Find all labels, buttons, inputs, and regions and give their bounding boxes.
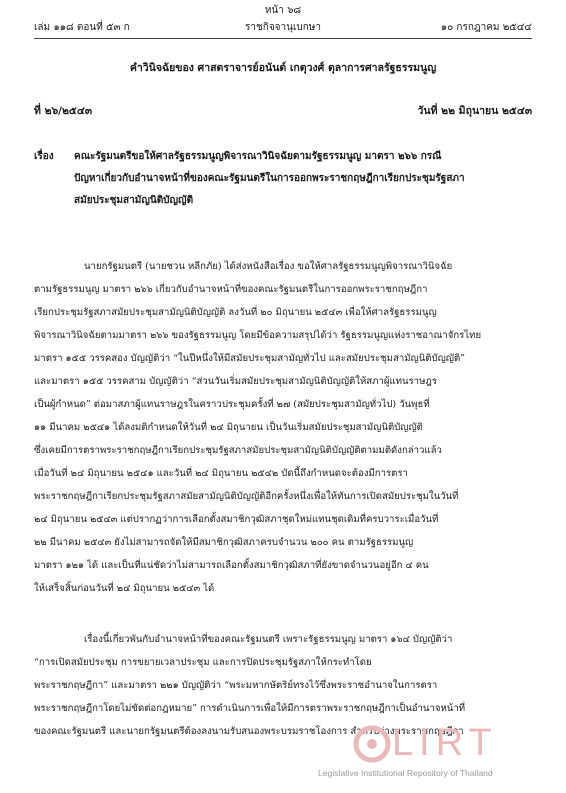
gazette-date: ๑๐ กรกฎาคม ๒๕๔๔ <box>440 22 532 33</box>
paragraph-line: เรียกประชุมรัฐสภาสมัยประชุมสามัญนิติบัญญัติ ลงวันที่ ๒๐ มิถุนายน ๒๕๔๓ เพื่อให้ศาลรัฐธรรมนูญ <box>34 307 437 318</box>
volume-issue: เล่ม ๑๑๘ ตอนที่ ๕๓ ก <box>34 22 130 33</box>
paragraph-line: และมาตรา ๑๕๕ วรรคสาม บัญญัติว่า “ส่วนวันเริ่มสมัยประชุมสามัญนิติบัญญัติให้สภาผู้แทนราษฎร <box>34 376 437 387</box>
paragraph-line: นายกรัฐมนตรี (นายชวน หลีกภัย) ได้ส่งหนังสือเรื่อง ขอให้ศาลรัฐธรรมนูญพิจารณาวินิจฉัย <box>84 261 453 272</box>
subject-label: เรื่อง <box>34 151 54 162</box>
paragraph-line: ตามรัฐธรรมนูญ มาตรา ๒๖๖ เกี่ยวกับอำนาจหน้าที่ของคณะรัฐมนตรีในการออกพระราชกฤษฎีกา <box>34 284 428 295</box>
paragraph-line: พระราชกฤษฎีกา” และมาตรา ๒๒๑ บัญญัติว่า “พระมหากษัตริย์ทรงไว้ซึ่งพระราชอำนาจในการตรา <box>34 680 438 691</box>
case-number: ที่ ๒๖/๒๕๔๓ <box>34 105 92 117</box>
paragraph-line: เรื่องนี้เกี่ยวพันกับอำนาจหน้าที่ของคณะรัฐมนตรี เพราะรัฐธรรมนูญ มาตรา ๑๖๔ บัญญัติว่า <box>84 634 453 645</box>
lirt-seal-icon <box>352 722 392 766</box>
subject-block <box>34 146 532 212</box>
paragraph-line: ๑๑ มีนาคม ๒๕๔๑ ได้ลงมติกำหนดให้วันที่ ๒๔ มิถุนายน เป็นวันเริ่มสมัยประชุมสามัญนิติบัญญัติ <box>34 422 423 433</box>
subject-line: ปัญหาเกี่ยวกับอำนาจหน้าที่ของคณะรัฐมนตรีในการออกพระราชกฤษฎีกาเรียกประชุมรัฐสภา <box>74 173 465 184</box>
paragraph-line: พระราชกฤษฎีกาโดยไม่ขัดต่อกฎหมาย” การดำเนินการเพื่อให้มีการตราพระราชกฤษฎีกาเป็นอำนาจหน้าที่ <box>34 703 466 714</box>
body-paragraph-1 <box>34 255 532 600</box>
paragraph-line: “การเปิดสมัยประชุม การขยายเวลาประชุม และการปิดประชุมรัฐสภาให้กระทำโดย <box>34 657 372 668</box>
paragraph-line: พระราชกฤษฎีกาเรียกประชุมรัฐสภาสมัยสามัญนิติบัญญัติอีกครั้งหนึ่งเพื่อให้ทันการเปิดสมัยประชุมในวันที่ <box>34 491 459 502</box>
watermark-subtitle: Legislative Institutional Repository of Thailand <box>318 768 493 778</box>
subject-line: สมัยประชุมสามัญนิติบัญญัติ <box>74 195 194 206</box>
paragraph-line: เป็นผู้กำหนด” ต่อมาสภาผู้แทนราษฎรในคราวประชุมครั้งที่ ๒๗ (สมัยประชุมสามัญทั่วไป) วันพุธที่ <box>34 399 430 410</box>
watermark-logo-text: LIRT <box>392 722 498 764</box>
subject-line: คณะรัฐมนตรีขอให้ศาลรัฐธรรมนูญพิจารณาวินิจฉัยตามรัฐธรรมนูญ มาตรา ๒๖๖ กรณี <box>74 151 442 162</box>
paragraph-line: ๒๔ มิถุนายน ๒๕๔๓ แต่ปรากฏว่าการเลือกตั้งสมาชิกวุฒิสภาชุดใหม่แทนชุดเดิมที่ครบวาระเมื่อวันที่ <box>34 514 439 525</box>
paragraph-line: ๒๒ มีนาคม ๒๕๔๓ ยังไม่สามารถจัดให้มีสมาชิกวุฒิสภาครบจำนวน ๒๐๐ คน ตามรัฐธรรมนูญ <box>34 537 414 548</box>
paragraph-line: เมื่อวันที่ ๒๔ มิถุนายน ๒๕๔๑ และวันที่ ๒๔ มิถุนายน ๒๕๔๒ บัดนี้ถึงกำหนดจะต้องมีการตรา <box>34 468 408 479</box>
paragraph-line: ให้เสร็จสิ้นก่อนวันที่ ๒๔ มิถุนายน ๒๕๔๓ ได้ <box>34 583 215 594</box>
paragraph-line: พิจารณาวินิจฉัยตามมาตรา ๒๖๖ ของรัฐธรรมนูญ โดยมีข้อความสรุปได้ว่า รัฐธรรมนูญแห่งราชอาณาจักรไทย <box>34 330 482 341</box>
paragraph-line: ของคณะรัฐมนตรี และนายกรัฐมนตรีต้องลงนามรับสนองพระบรมราชโองการ สำหรับร่างพระราชกฤษฎีกา <box>34 726 464 737</box>
decision-title: คำวินิจฉัยของ ศาสตราจารย์อนันต์ เกตุวงศ์ ตุลาการศาลรัฐธรรมนูญ <box>129 62 437 74</box>
header-rule <box>34 38 532 39</box>
paragraph-line: มาตรา ๑๒๑ ได้ และเป็นที่แน่ชัดว่าไม่สามารถเลือกตั้งสมาชิกวุฒิสภาที่ยังขาดจำนวนอยู่อีก ๔ คน <box>34 560 429 571</box>
paragraph-line: ซึ่งเคยมีการตราพระราชกฤษฎีกาเรียกประชุมรัฐสภาสมัยประชุมสามัญนิติบัญญัติตามมติดังกล่าวแล้ว <box>34 445 442 456</box>
gazette-name: ราชกิจจานุเบกษา <box>244 22 322 33</box>
page-number: หน้า ๖๘ <box>264 5 302 16</box>
case-meta <box>34 102 532 119</box>
case-date: วันที่ ๒๒ มิถุนายน ๒๕๔๓ <box>417 105 532 117</box>
paragraph-line: มาตรา ๑๕๕ วรรคสอง บัญญัติว่า “ในปีหนึ่งให้มีสมัยประชุมสามัญทั่วไป และสมัยประชุมสามัญนิติบัญญัติ” <box>34 353 466 364</box>
